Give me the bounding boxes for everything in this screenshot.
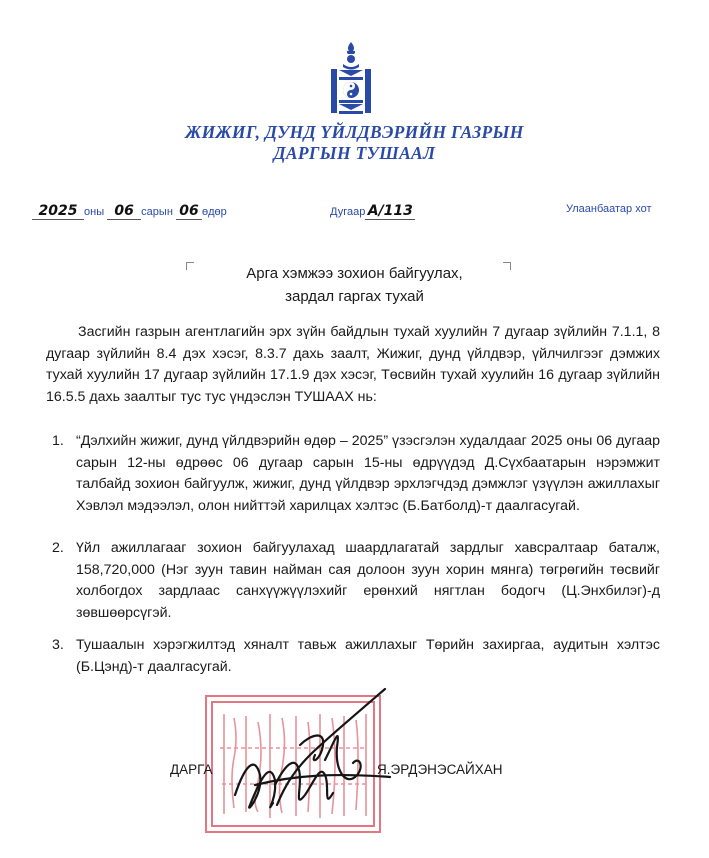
list-item-text: “Дэлхийн жижиг, дунд үйлдвэрийн өдөр – 2025” үзэсгэлэн худалдааг 2025 оны 06 дугаар сарын 12-ны өдрөөс 06 дугаар сарын 15-ны өдрүүдэд Д.Сүхбаатарын нэрэмжит талбайд зохион байгуулж, жижиг, дунд үйлдвэр эрхлэгчдэд дэмжлэг үзүүлэн ажиллахыг Хэвлэл мэдээлэл, олон нийттэй харилцах хэлтэс (Б.Батболд)-т даалгасугай. [76, 433, 660, 514]
date-year: 2025 [32, 203, 84, 220]
list-item-number: 2. [52, 540, 64, 556]
number-label: Дугаар [330, 206, 366, 218]
list-item [46, 431, 660, 517]
year-suffix: оны [84, 206, 105, 218]
date-line [32, 203, 227, 220]
list-item-text: Үйл ажиллагааг зохион байгуулахад шаардлагатай зардлыг хавсралтаар баталж, 158,720,000 (Нэг зуун тавин найман сая долоон зуун хорин мянга) төгрөгийн төсвийг холбогдох зардлаас санхүүжүүлэхийг ерөнхий нягтлан бодогч (Ц.Энхбилэг)-д зөвшөөрсүгэй. [76, 540, 660, 621]
document-number [330, 203, 415, 220]
list-item [46, 538, 660, 624]
city: Улаанбаатар хот [566, 203, 652, 215]
subject-line-2: зардал гаргах тухай [285, 288, 424, 305]
list-item-number: 1. [52, 433, 64, 449]
decree-title: ДАРГЫН ТУШААЛ [273, 143, 436, 163]
intro-paragraph: Засгийн газрын агентлагийн эрх зүйн байдлын тухай хуулийн 7 дугаар зүйлийн 7.1.1, 8 дугаар зүйлийн 8.4 дэх хэсэг, 8.3.7 дахь заалт, Жижиг, дунд үйлдвэр, үйлчилгээг дэмжих тухай хуулийн 17 дугаар зүйлийн 17.1.9 дэх хэсэг, Төсвийн тухай хуулийн 16 дугаар зүйлийн 16.5.5 дахь заалтыг тус тус үндэслэн ТУШААХ нь: [46, 324, 660, 405]
list-item-text: Тушаалын хэрэгжилтэд хяналт тавьж ажиллахыг Төрийн захиргаа, аудитын хэлтэс (Б.Цэнд)-т даалгасугай. [76, 637, 660, 675]
list-item [46, 635, 660, 678]
signatory-name: Я.ЭРДЭНЭСАЙХАН [377, 762, 503, 777]
list-item-number: 3. [52, 637, 64, 653]
number-value: А/113 [365, 203, 415, 220]
day-suffix: өдөр [201, 206, 227, 218]
subject-line-1: Арга хэмжээ зохион байгуулах, [246, 265, 463, 282]
signatory-title: ДАРГА [170, 762, 213, 777]
date-month: 06 [107, 203, 141, 220]
date-day: 06 [176, 203, 202, 220]
signature [215, 685, 405, 835]
ministry-title: ЖИЖИГ, ДУНД ҮЙЛДВЭРИЙН ГАЗРЫН [185, 122, 524, 142]
month-suffix: сарын [141, 206, 173, 218]
soyombo-emblem-icon [327, 40, 375, 116]
